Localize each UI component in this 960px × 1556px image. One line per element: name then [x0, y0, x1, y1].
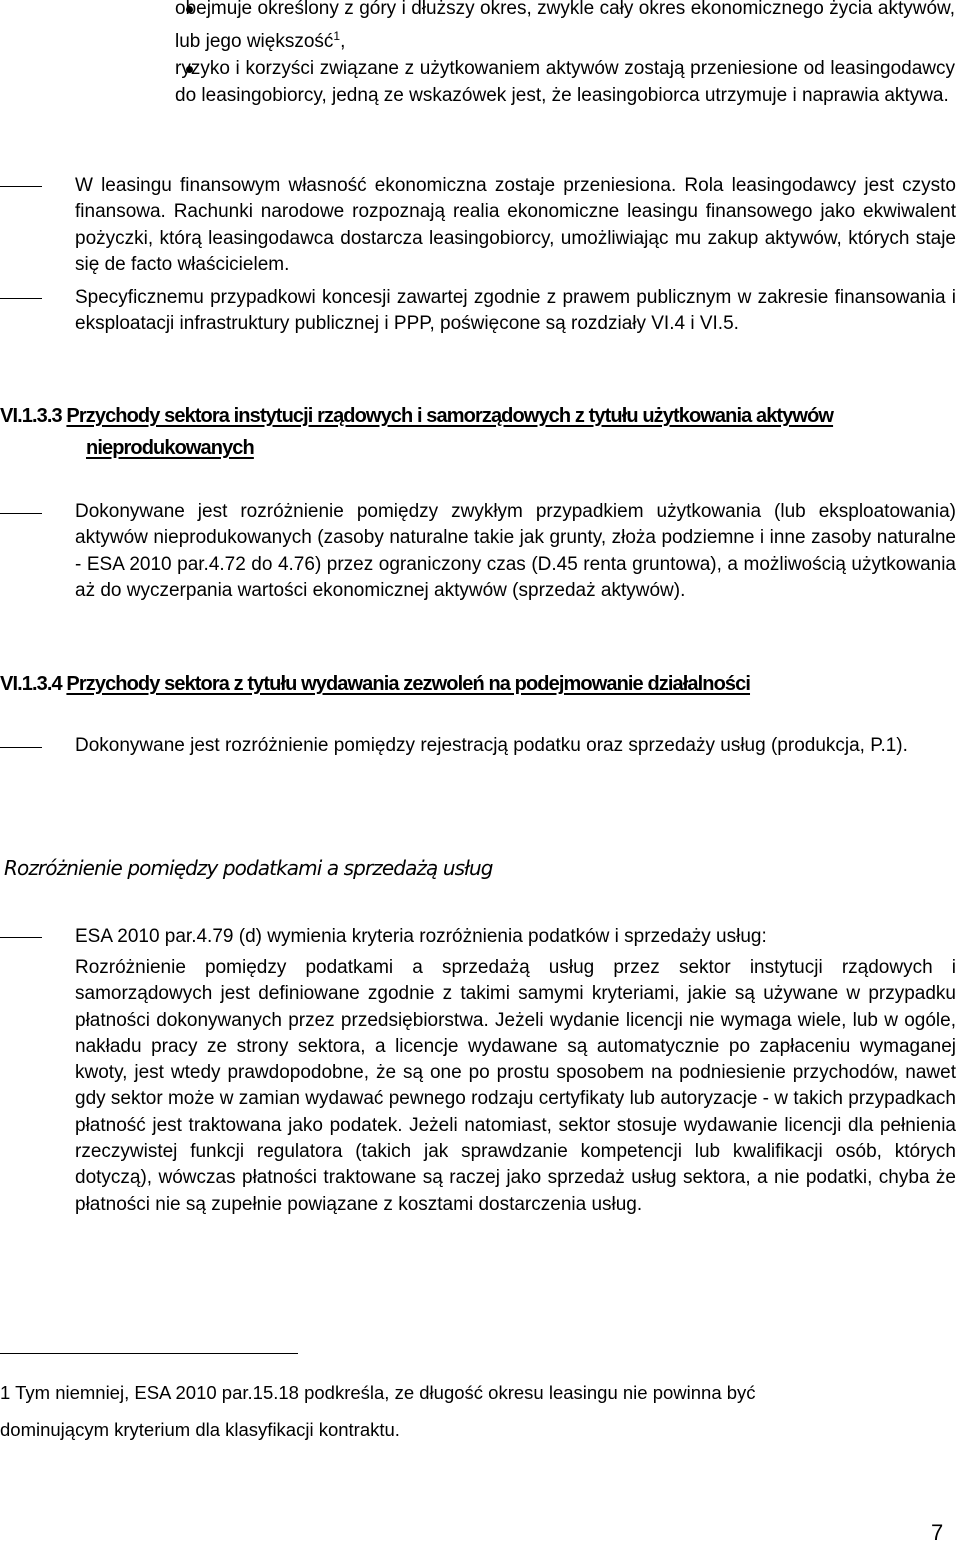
dash-marker: [0, 186, 42, 187]
footnote-text: Tym niemniej, ESA 2010 par.15.18 podkreśla, ze długość okresu leasingu nie powinna być: [15, 1382, 756, 1403]
dash-marker: [0, 298, 42, 299]
dash-marker: [0, 513, 42, 514]
dash-marker: [0, 937, 42, 938]
italic-subheading: Rozróżnienie pomiędzy podatkami a sprzedażą usług: [4, 856, 493, 880]
section-heading-1-3-4: [0, 668, 750, 700]
footnote-marker: 1: [0, 1382, 11, 1403]
footnote-reference: 1: [333, 28, 341, 43]
bullet-item: obejmuje określony z góry i dłuższy okres, zwykle cały okres ekonomicznego życia aktywów, lub jego większość$^1$,: [175, 0, 955, 52]
page-number: 7: [931, 1520, 944, 1545]
bullet-item: ryzyko i korzyści związane z użytkowaniem aktywów zostają przeniesione od leasingodawcy do leasingobiorcy, jedną ze wskazówek jest, że leasingobiorca utrzymuje i naprawia aktywa.: [175, 58, 955, 106]
paragraph-finance-leasing: W leasingu finansowym własność ekonomiczna zostaje przeniesiona. Rola leasingodawcy jest czysto finansowa. Rachunki narodowe rozpoznają realia ekonomiczne leasingu finansowego jako ekwiwalent pożyczki, którą leasingodawca dostarcza leasingobiorcy, umożliwiając mu zakup aktywów, których staje się de facto właścicielem.: [75, 175, 956, 275]
bullet-text: obejmuje określony z góry i dłuższy okres, zwykle cały okres ekonomicznego życia aktywów, lub jego większość: [175, 0, 955, 52]
footnote-separator: [0, 1353, 298, 1354]
section-title: Przychody sektora z tytułu wydawania zezwoleń na podejmowanie działalności: [66, 673, 751, 695]
paragraph-esa-intro: ESA 2010 par.4.79 (d) wymienia kryteria rozróżnienia podatków i sprzedaży usług:: [75, 926, 767, 947]
section-title: Przychody sektora instytucji rządowych i samorządowych z tytułu użytkowania aktywów: [66, 405, 834, 427]
paragraph-non-produced-assets: Dokonywane jest rozróżnienie pomiędzy zwykłym przypadkiem użytkowania (lub eksploatowania) aktywów nieprodukowanych (zasoby naturalne takie jak grunty, złoża podziemne i inne zasoby naturalne - ESA 2010 par.4.72 do 4.76) przez ograniczony czas (D.45 renta gruntowa), a możliwością użytkowania aż do wyczerpania wartości ekonomicznej aktywów (sprzedaż aktywów).: [75, 501, 956, 601]
dash-marker: [0, 747, 42, 748]
section-number: VI.1.3.4: [0, 673, 62, 695]
section-number: VI.1.3.3: [0, 405, 62, 427]
section-heading-1-3-3: [0, 400, 833, 432]
paragraph-permits: Dokonywane jest rozróżnienie pomiędzy rejestracją podatku oraz sprzedaży usług (produkcja, P.1).: [75, 735, 908, 756]
section-title-continued: nieprodukowanych: [86, 437, 254, 459]
paragraph-tax-vs-services: Rozróżnienie pomiędzy podatkami a sprzedażą usług przez sektor instytucji rządowych i samorządowych jest definiowane zgodnie z takimi samymi kryteriami, jakie są używane w przypadku płatności dokonywanych przez przedsiębiorstwa. Jeżeli wydanie licencji nie wymaga wiele, lub w ogóle, nakładu pracy ze strony sektora, a licencje wydawane są automatycznie po zapłaceniu wymaganej kwoty, jest wtedy prawdopodobne, że są one po prostu sposobem na podniesienie przychodów, nawet gdy sektor może w zamian wydawać pewnego rodzaju certyfikaty lub autoryzacje - w takich przypadkach płatność jest traktowana jako podatek. Jeżeli natomiast, sektor stosuje wydawanie licencji dla pełnienia rzeczywistej funkcji regulatora (takich jak sprawdzanie kompetencji lub kwalifikacji osób, których dotyczą), wówczas płatności traktowane są raczej jako sprzedaż usług sektora, a nie podatki, chyba że płatności nie są zupełnie powiązane z kosztami dostarczenia usług.: [75, 957, 956, 1215]
paragraph-concession: Specyficznemu przypadkowi koncesji zawartej zgodnie z prawem publicznym w zakresie finansowania i eksploatacji infrastruktury publicznej i PPP, poświęcone są rozdziały VI.4 i VI.5.: [75, 287, 956, 335]
footnote-continued: dominującym kryterium dla klasyfikacji kontraktu.: [0, 1419, 400, 1440]
footnote: [0, 1382, 756, 1404]
